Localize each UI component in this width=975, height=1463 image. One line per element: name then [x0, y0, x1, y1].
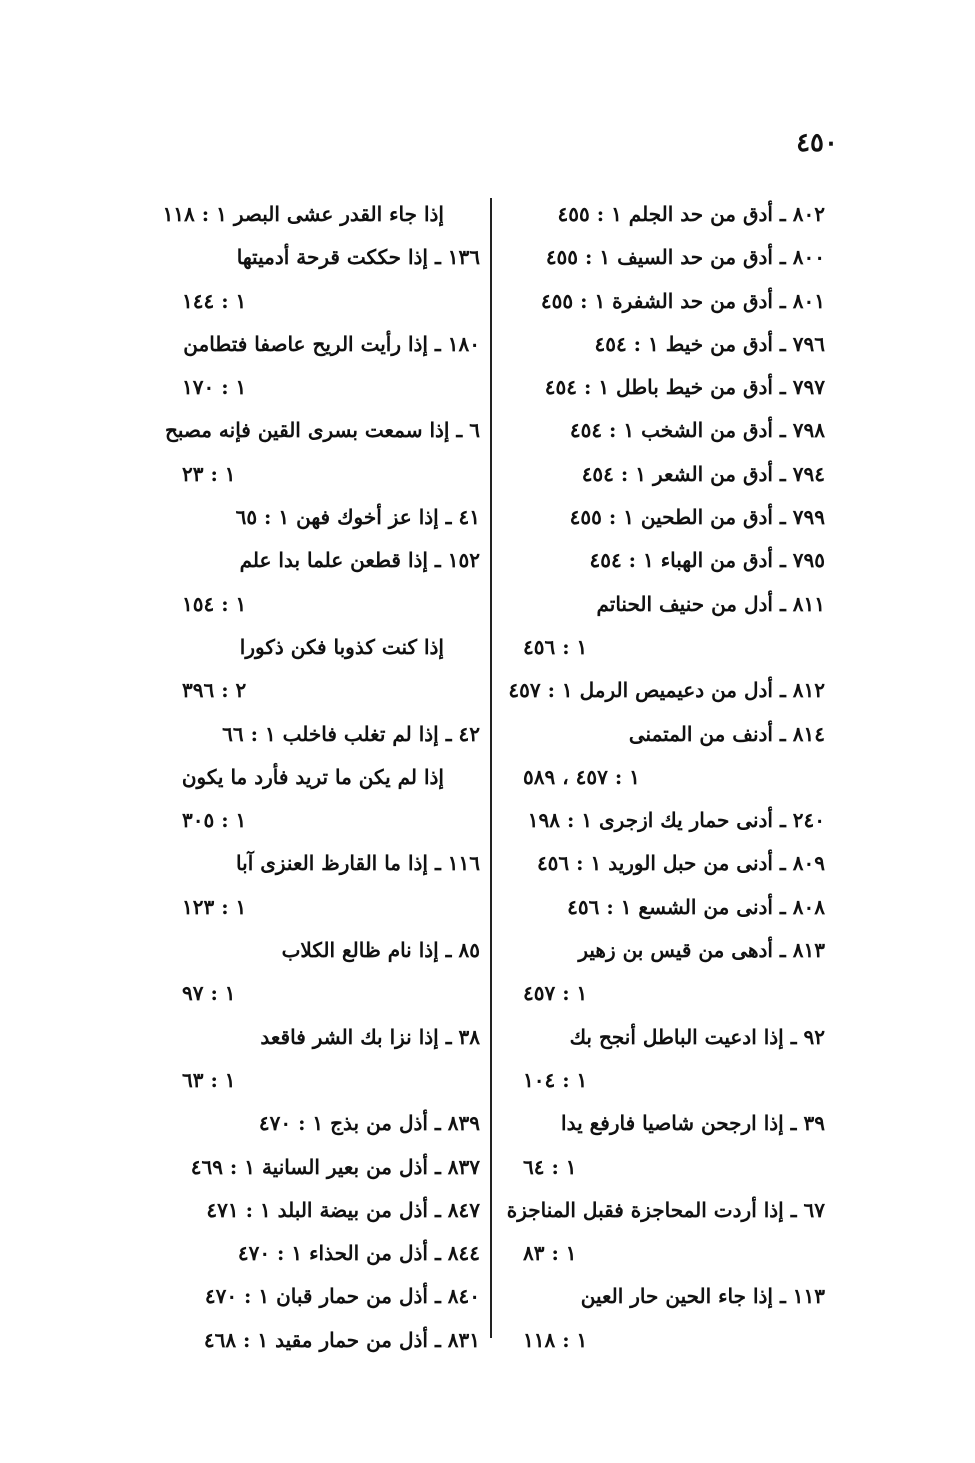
- index-reference: ١ : ١٢٣: [182, 894, 247, 919]
- index-entry: ١١٣ ـ إذا جاء الحين حار العين: [580, 1284, 825, 1309]
- index-reference: ١ : ٨٣: [523, 1241, 577, 1266]
- index-reference: ١ : ٩٧: [182, 981, 236, 1006]
- index-entry: إذا كنت كذوبا فكن ذكورا: [239, 634, 444, 659]
- index-entry: ١١٦ ـ إذا ما القارظ العنزى آبا: [236, 851, 480, 876]
- right-column: [505, 193, 825, 1362]
- index-entry: ٨١٣ ـ أدهى من قيس بن زهير: [578, 938, 825, 963]
- index-entry: ٨١٤ ـ أدنف من المتمنى: [628, 721, 825, 746]
- index-reference: ١ : ٦٤: [523, 1154, 577, 1179]
- index-reference: ١ : ١١٨: [523, 1327, 588, 1352]
- index-entry: ١٨٠ ـ إذا رأيت الريح عاصفا فتطامن: [183, 331, 480, 356]
- index-entry: ٢٤٠ ـ أدنى حمار يك ازجرى ١ : ١٩٨: [527, 808, 825, 833]
- index-reference: ١ : ٤٥٦: [523, 634, 588, 659]
- page-number: ٤٥٠: [796, 128, 838, 158]
- index-entry: ٨٠١ ـ أدق من حد الشفرة ١ : ٤٥٥: [540, 288, 825, 313]
- column-divider: [490, 198, 492, 1338]
- index-reference: ١ : ١٧٠: [182, 375, 247, 400]
- index-entry: ٨٠٨ ـ أدنى من الشسع ١ : ٤٥٦: [567, 894, 825, 919]
- index-reference: ١ : ٤٥٧ ، ٥٨٩: [523, 764, 640, 789]
- index-entry: ٨٤٧ ـ أذل من بيضة البلد ١ : ٤٧١: [206, 1197, 480, 1222]
- index-entry: ٦٧ ـ إذا أردت المحاجزة فقبل المناجزة: [506, 1197, 825, 1222]
- index-entry: ٣٩ ـ إذا ارجحن شاصيا فارفع يدا: [561, 1111, 825, 1136]
- index-entry: ٤٢ ـ إذا لم تغلب فاخلب ١ : ٦٦: [222, 721, 480, 746]
- index-entry: ٨٣٩ ـ أذل من بذج ١ : ٤٧٠: [258, 1111, 480, 1136]
- index-entry: ٨٤٠ ـ أذل من حمار قبان ١ : ٤٧٠: [204, 1284, 480, 1309]
- index-entry: ٧٩٤ ـ أدق من الشعر ١ : ٤٥٤: [581, 461, 825, 486]
- index-entry: ٧٩٧ ـ أدق من خيط باطل ١ : ٤٥٤: [544, 375, 825, 400]
- index-entry: ٨٠٢ ـ أدق من حد الجلم ١ : ٤٥٥: [557, 202, 825, 226]
- index-reference: ١ : ١٥٤: [182, 591, 247, 616]
- index-reference: ١ : ١٠٤: [523, 1067, 588, 1092]
- index-reference: ١ : ٢٣: [182, 461, 236, 486]
- index-reference: ١ : ٦٣: [182, 1067, 236, 1092]
- index-entry: ١٣٦ ـ إذا حككت قرحة أدميتها: [236, 245, 480, 270]
- index-entry: ٤١ ـ إذا عز أخوك فهن ١ : ٦٥: [235, 505, 480, 530]
- index-entry: ٣٨ ـ إذا نزا بك الشر فاقعد: [260, 1024, 480, 1049]
- index-entry: ٨٤٤ ـ أذل من الحذاء ١ : ٤٧٠: [237, 1241, 480, 1266]
- left-column: [160, 193, 480, 1362]
- index-reference: ١ : ٣٠٥: [182, 808, 247, 833]
- index-entry: ١٥٢ ـ إذا قطعن علما بدا علم: [239, 548, 480, 573]
- index-entry: ٨٥ ـ إذا نام ظالع الكلاب: [281, 938, 480, 963]
- index-reference: ١ : ٤٥٧: [523, 981, 588, 1006]
- index-reference: ٢ : ٣٩٦: [182, 678, 247, 703]
- index-entry: ٨٣٧ ـ أذل من بعير السانية ١ : ٤٦٩: [190, 1154, 480, 1179]
- index-entry: ٧٩٩ ـ أدق من الطحين ١ : ٤٥٥: [569, 505, 825, 530]
- index-entry: ٦ ـ إذا سمعت بسرى القين فإنه مصبح: [164, 418, 480, 443]
- index-entry: ٨١١ ـ أدل من حنيف الحناتم: [596, 591, 825, 616]
- index-entry: ٧٩٦ ـ أدق من خيط ١ : ٤٥٤: [594, 331, 825, 356]
- index-entry: ٨١٢ ـ أدل من دعيميص الرمل ١ : ٤٥٧: [508, 678, 825, 703]
- index-entry: ٧٩٨ ـ أدق من الشخب ١ : ٤٥٤: [569, 418, 825, 443]
- index-entry: ٩٢ ـ إذا ادعيت الباطل أنجح بك: [569, 1024, 825, 1049]
- index-entry: إذا جاء القدر عشى البصر ١ : ١١٨: [162, 202, 444, 226]
- index-entry: ٨٣١ ـ أذل من حمار مقيد ١ : ٤٦٨: [203, 1327, 480, 1352]
- index-reference: ١ : ١٤٤: [182, 288, 247, 313]
- index-entry: ٨٠٩ ـ أدنى من حبل الوريد ١ : ٤٥٦: [536, 851, 825, 876]
- index-entry: إذا لم يكن ما تريد فأرد ما يكون: [181, 764, 444, 789]
- index-entry: ٧٩٥ ـ أدق من الهباء ١ : ٤٥٤: [589, 548, 825, 573]
- index-entry: ٨٠٠ ـ أدق من حد السيف ١ : ٤٥٥: [545, 245, 825, 270]
